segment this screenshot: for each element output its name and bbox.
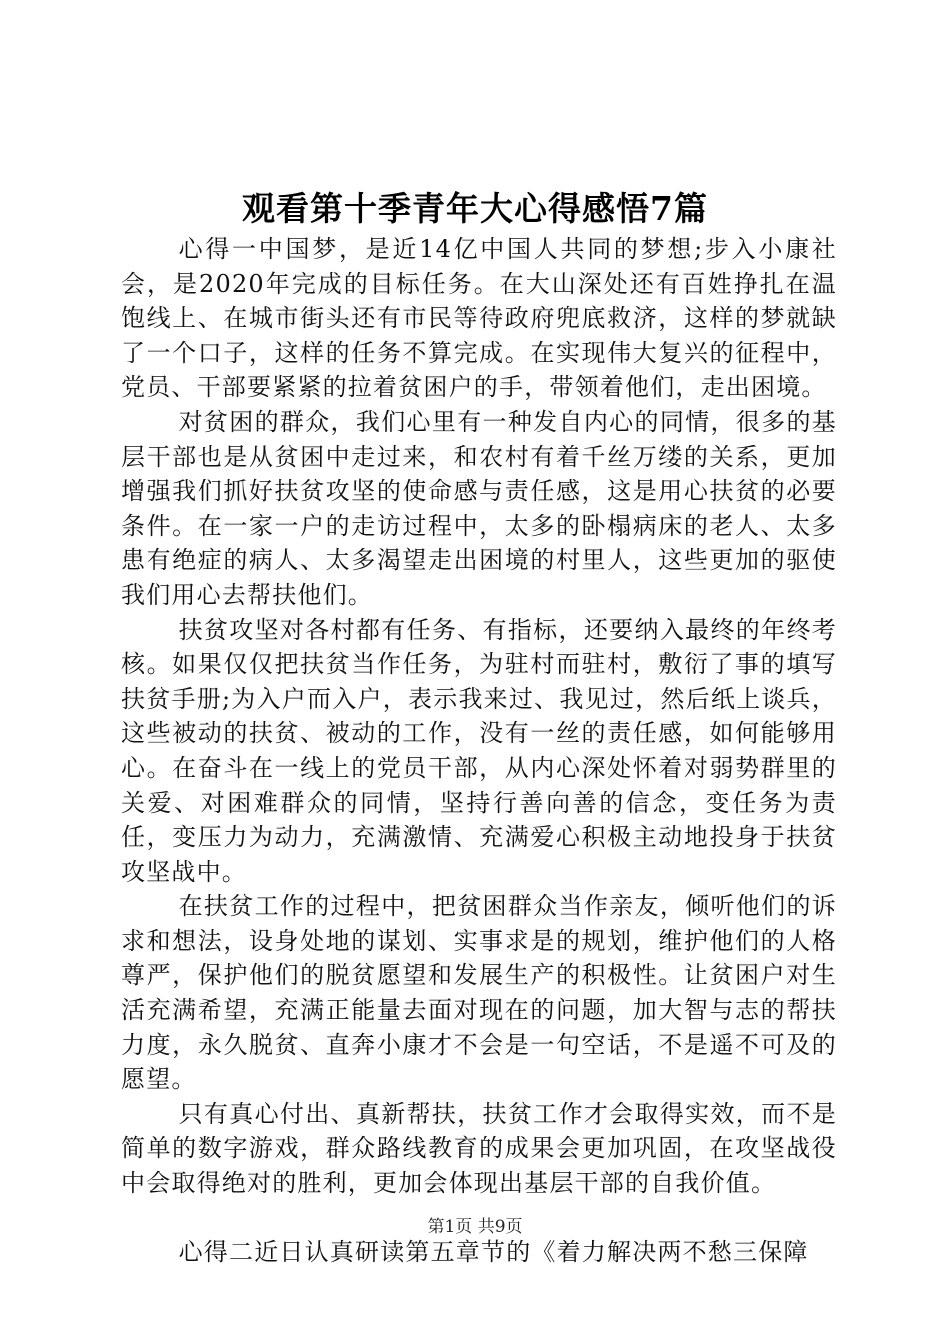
document-title: 观看第十季青年大心得感悟7篇 [242,189,708,228]
paragraph-4: 在扶贫工作的过程中，把贫困群众当作亲友，倾听他们的诉求和想法，设身处地的谋划、实事求是的规划，维护他们的人格尊严，保护他们的脱贫愿望和发展生产的积极性。让贫困户对生活充满希望，充满正能量去面对现在的问题，加大智与志的帮扶力度，永久脱贫、直奔小康才不会是一句空话，不是遥不可及的愿望。 [121,892,837,1094]
paragraph-5: 只有真心付出、真新帮扶，扶贫工作才会取得实效，而不是简单的数字游戏，群众路线教育的成果会更加巩固，在攻坚战役中会取得绝对的胜利，更加会体现出基层干部的自我价值。 [121,1099,837,1198]
document-body [121,232,837,1269]
paragraph-2: 对贫困的群众，我们心里有一种发自内心的同情，很多的基层干部也是从贫困中走过来，和农村有着千丝万缕的关系，更加增强我们抓好扶贫攻坚的使命感与责任感，这是用心扶贫的必要条件。在一家一户的走访过程中，太多的卧榻病床的老人、太多患有绝症的病人、太多渴望走出困境的村里人，这些更加的驱使我们用心去帮扶他们。 [121,407,837,609]
paragraph-3: 扶贫攻坚对各村都有任务、有指标，还要纳入最终的年终考核。如果仅仅把扶贫当作任务，为驻村而驻村，敷衍了事的填写扶贫手册;为入户而入户，表示我来过、我见过，然后纸上谈兵，这些被动的扶贫、被动的工作，没有一丝的责任感，如何能够用心。在奋斗在一线上的党员干部，从内心深处怀着对弱势群里的关爱、对困难群众的同情，坚持行善向善的信念，变任务为责任，变压力为动力，充满激情、充满爱心积极主动地投身于扶贫攻坚战中。 [121,615,837,886]
paragraph-6: 心得二近日认真研读第五章节的《着力解决两不愁三保障 [178,1237,809,1266]
paragraph-1: 心得一中国梦，是近14亿中国人共同的梦想;步入小康社会，是2020年完成的目标任务。在大山深处还有百姓挣扎在温饱线上、在城市街头还有市民等待政府兜底救济，这样的梦就缺了一个口子，这样的任务不算完成。在实现伟大复兴的征程中，党员、干部要紧紧的拉着贫困户的手，带领着他们，走出困境。 [121,235,837,402]
page-footer: 第1页 共9页 [427,1217,523,1237]
